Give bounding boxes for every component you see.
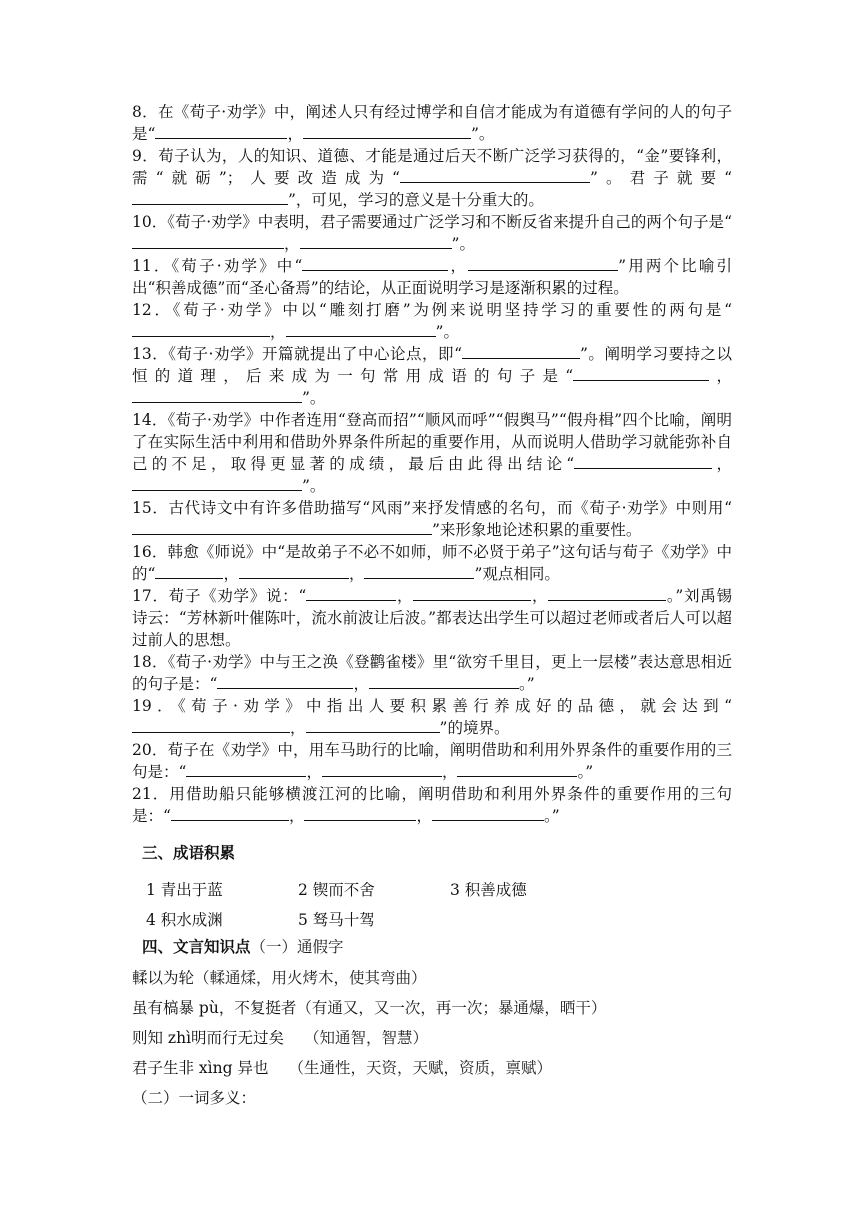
question-text: 12．《荀子·劝学》中以“雕刻打磨”为例来说明坚持学习的重要性的两句是“: [132, 301, 732, 319]
question-19: 19．《荀子·劝学》中指出人要积累善行养成好的品德，就会达到“， ”的境界。: [132, 697, 732, 737]
idiom-list: [146, 875, 732, 935]
question-text: 8．在《荀子·劝学》中，阐述人只有经过博学和自信才能成为有道德有学问的人的句子是“: [132, 103, 732, 143]
question-8: 8．在《荀子·劝学》中，阐述人只有经过博学和自信才能成为有道德有学问的人的句子是“ ， ”。: [132, 103, 732, 143]
idiom-item: 4 积水成渊: [146, 911, 223, 929]
question-text: 21．用借助船只能够横渡江河的比喻，阐明借助和利用外界条件的重要作用的三句是：“: [132, 785, 732, 825]
idiom-item: 3 积善成德: [450, 881, 527, 899]
answer-blank[interactable]: [306, 717, 440, 733]
tongjia-item: 则知 zhì明而行无过矣 （知通智，智慧）: [132, 1029, 429, 1047]
idiom-item: 1 青出于蓝: [146, 881, 223, 899]
subsection-heading: （二）一词多义：: [132, 1089, 257, 1107]
answer-blank[interactable]: [132, 717, 290, 733]
answer-blank[interactable]: [413, 585, 531, 601]
question-10: 10．《荀子·劝学》中表明，君子需要通过广泛学习和不断反省来提升自己的两个句子是“， ”。: [132, 213, 732, 253]
subsection-heading: （一）通假字: [250, 938, 344, 956]
answer-blank[interactable]: [573, 365, 709, 381]
answer-blank[interactable]: [364, 563, 474, 579]
answer-blank[interactable]: [132, 387, 302, 403]
question-text: 9．荀子认为，人的知识、道德、才能是通过后天不断广泛学习获得的，“金”要锋利，需“就砺”；人要改造成为“: [132, 147, 732, 187]
question-text: 16．韩愈《师说》中“是故弟子不必不如师，师不必贤于弟子”这句话与荀子《劝学》中的“: [132, 543, 732, 583]
question-text: 20．荀子在《劝学》中，用车马助行的比喻，阐明借助和利用外界条件的重要作用的三句是：“: [132, 741, 732, 781]
answer-blank[interactable]: [155, 563, 223, 579]
answer-blank[interactable]: [468, 255, 618, 271]
answer-blank[interactable]: [303, 123, 471, 139]
question-15: 15．古代诗文中有许多借助描写“风雨”来抒发情感的名句，而《荀子·劝学》中则用“”来形象地论述积累的重要性。: [132, 499, 732, 539]
answer-blank[interactable]: [400, 167, 590, 183]
answer-blank[interactable]: [217, 673, 353, 689]
answer-blank[interactable]: [132, 321, 270, 337]
section-4-heading-row: [142, 935, 732, 959]
tongjia-item: 輮以为轮（輮通煣，用火烤木，使其弯曲）: [132, 969, 427, 987]
answer-blank[interactable]: [155, 123, 287, 139]
answer-blank[interactable]: [322, 761, 442, 777]
question-16: 16．韩愈《师说》中“是故弟子不必不如师，师不必贤于弟子”这句话与荀子《劝学》中的“ ， ， ”观点相同。: [132, 543, 732, 583]
answer-blank[interactable]: [302, 255, 448, 271]
answer-blank[interactable]: [132, 233, 284, 249]
question-13: 13．《荀子·劝学》开篇就提出了中心论点，即“ ”。阐明学习要持之以恒的道理，后来成为一句常用成语的句子是“ ，”。: [132, 345, 732, 407]
question-9: 9．荀子认为，人的知识、道德、才能是通过后天不断广泛学习获得的，“金”要锋利，需“就砺”；人要改造成为“ ”。君子就要“”，可见，学习的意义是十分重大的。: [132, 147, 732, 209]
answer-blank[interactable]: [462, 343, 580, 359]
tongjia-item: 虽有槁暴 pù，不复挺者（有通又，又一次，再一次；暴通爆，晒干）: [132, 999, 607, 1017]
answer-blank[interactable]: [574, 453, 712, 469]
answer-blank[interactable]: [186, 761, 306, 777]
idiom-item: 5 驽马十驾: [298, 911, 375, 929]
tongjia-item: 君子生非 xìng 异也 （生通性，天资，天赋，资质，禀赋）: [132, 1059, 552, 1077]
question-18: 18．《荀子·劝学》中与王之涣《登鹳雀楼》里“欲穷千里目，更上一层楼”表达意思相近的句子是：“ ， 。”: [132, 653, 732, 693]
question-11: 11．《荀子·劝学》中“ ， ”用两个比喻引出“积善成德”而“圣心备焉”的结论，从正面说明学习是逐渐积累的过程。: [132, 257, 732, 297]
answer-blank[interactable]: [457, 761, 577, 777]
question-text: 11．《荀子·劝学》中“: [132, 257, 303, 275]
answer-blank[interactable]: [304, 805, 416, 821]
answer-blank[interactable]: [548, 585, 666, 601]
question-21: 21．用借助船只能够横渡江河的比喻，阐明借助和利用外界条件的重要作用的三句是：“ ， ， 。”: [132, 785, 732, 825]
worksheet-page: [132, 101, 732, 1113]
question-20: 20．荀子在《劝学》中，用车马助行的比喻，阐明借助和利用外界条件的重要作用的三句是：“ ， ， 。”: [132, 741, 732, 781]
answer-blank[interactable]: [132, 519, 432, 535]
answer-blank[interactable]: [132, 189, 288, 205]
question-17: 17．荀子《劝学》说：“ ， ， 。”刘禹锡诗云：“芳林新叶催陈叶，流水前波让后波。”都表达出学生可以超过老师或者后人可以超过前人的思想。: [132, 587, 732, 649]
answer-blank[interactable]: [239, 563, 349, 579]
question-text: 13．《荀子·劝学》开篇就提出了中心论点，即“: [132, 345, 462, 363]
question-14: 14．《荀子·劝学》中作者连用“登高而招”“顺风而呼”“假舆马”“假舟楫”四个比喻，阐明了在实际生活中利用和借助外界条件所起的重要作用，从而说明人借助学习就能弥补自己的不足，取得更显著的成绩，最后由此得出结论“ ，”。: [132, 411, 732, 495]
section-3-heading: 三、成语积累: [142, 844, 236, 862]
question-text: 14．《荀子·劝学》中作者连用“登高而招”“顺风而呼”“假舆马”“假舟楫”四个比喻，阐明了在实际生活中利用和借助外界条件所起的重要作用，从而说明人借助学习就能弥补自己的不足，取得更显著的成绩，最后由此得出结论“: [132, 411, 732, 473]
question-text: 15．古代诗文中有许多借助描写“风雨”来抒发情感的名句，而《荀子·劝学》中则用“: [132, 499, 732, 517]
answer-blank[interactable]: [132, 475, 302, 491]
idiom-item: 2 锲而不舍: [298, 881, 375, 899]
question-text: 18．《荀子·劝学》中与王之涣《登鹳雀楼》里“欲穷千里目，更上一层楼”表达意思相近的句子是：“: [132, 653, 732, 693]
answer-blank[interactable]: [306, 585, 396, 601]
question-12: 12．《荀子·劝学》中以“雕刻打磨”为例来说明坚持学习的重要性的两句是“， ”。: [132, 301, 732, 341]
answer-blank[interactable]: [300, 233, 452, 249]
question-text: 17．荀子《劝学》说：“: [132, 587, 307, 605]
answer-blank[interactable]: [171, 805, 289, 821]
answer-blank[interactable]: [286, 321, 436, 337]
answer-blank[interactable]: [369, 673, 519, 689]
question-text: 19．《荀子·劝学》中指出人要积累善行养成好的品德，就会达到“: [132, 697, 732, 715]
question-text: 10．《荀子·劝学》中表明，君子需要通过广泛学习和不断反省来提升自己的两个句子是“: [132, 213, 732, 231]
section-4-heading: 四、文言知识点: [142, 938, 251, 956]
answer-blank[interactable]: [432, 805, 544, 821]
